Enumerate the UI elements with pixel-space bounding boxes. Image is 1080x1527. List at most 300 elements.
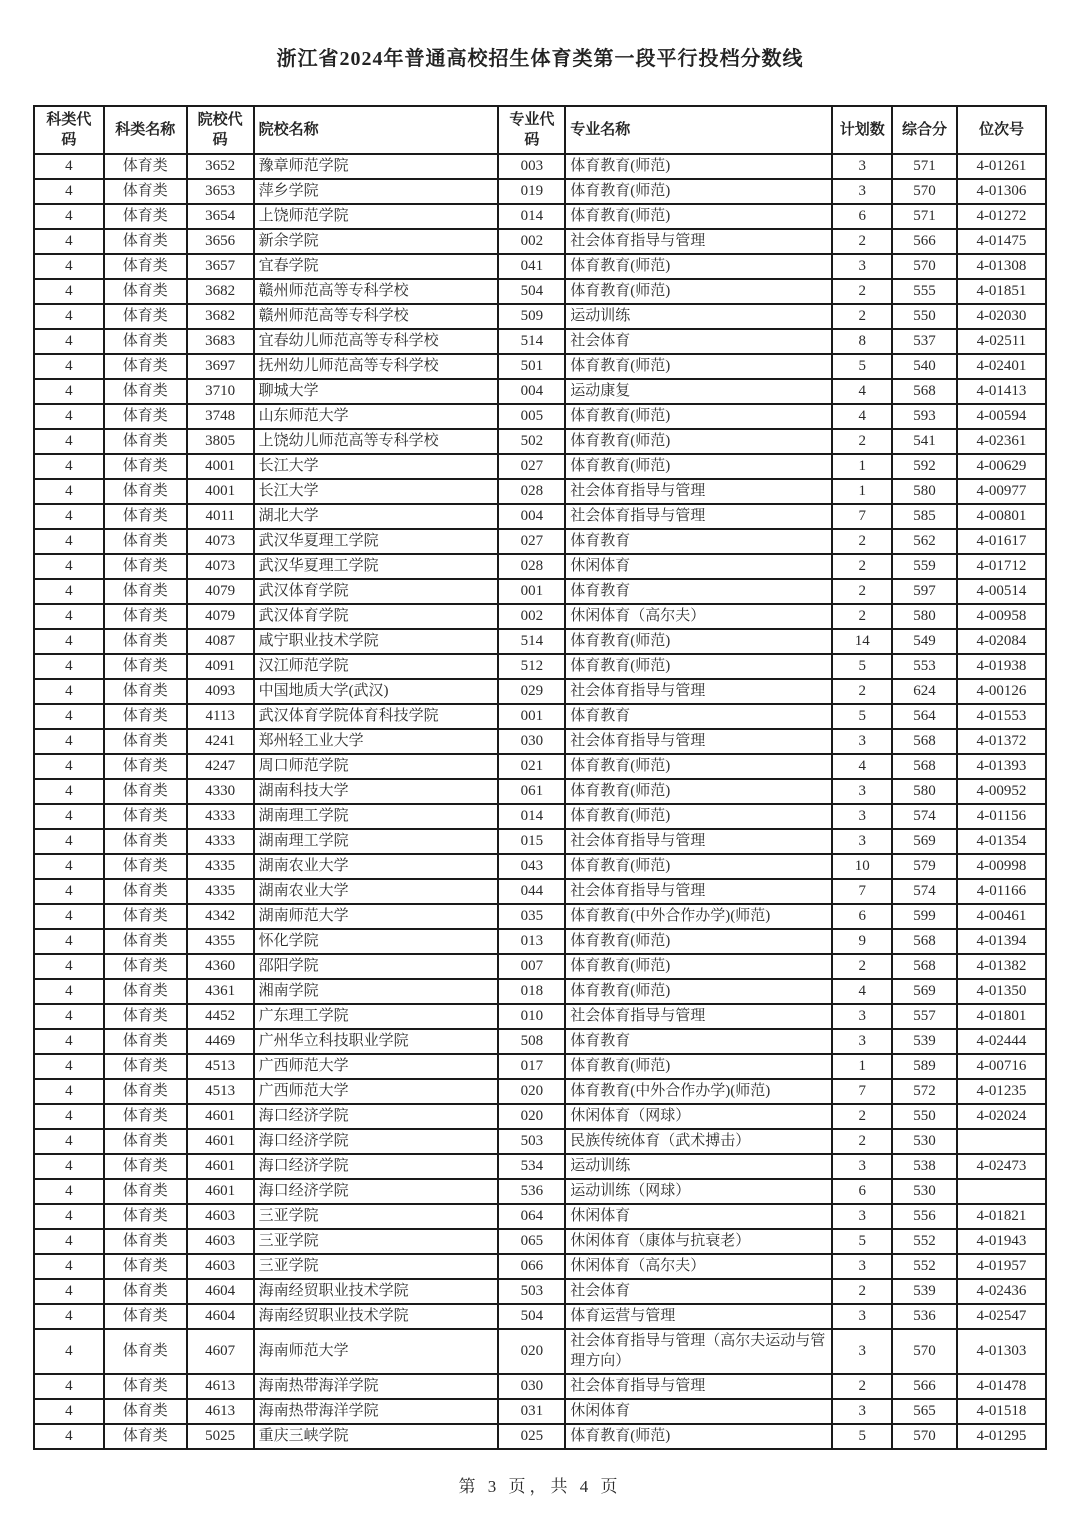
cell-major-name: 运动训练（网球） xyxy=(565,1179,832,1204)
cell-major-code: 018 xyxy=(498,979,565,1004)
cell-rank-number: 4-01382 xyxy=(957,954,1046,979)
cell-major-name: 体育教育(师范) xyxy=(565,954,832,979)
cell-category-name: 体育类 xyxy=(104,279,187,304)
cell-institution-name: 武汉华夏理工学院 xyxy=(254,529,499,554)
cell-institution-name: 怀化学院 xyxy=(254,929,499,954)
table-row xyxy=(34,229,1046,254)
cell-major-code: 020 xyxy=(498,1079,565,1104)
cell-rank-number: 4-02511 xyxy=(957,329,1046,354)
cell-rank-number: 4-01821 xyxy=(957,1204,1046,1229)
cell-category-name: 体育类 xyxy=(104,654,187,679)
cell-major-name: 社会体育指导与管理 xyxy=(565,879,832,904)
cell-major-code: 021 xyxy=(498,754,565,779)
cell-composite-score: 530 xyxy=(892,1179,957,1204)
cell-major-code: 044 xyxy=(498,879,565,904)
cell-category-name: 体育类 xyxy=(104,554,187,579)
cell-institution-code: 4360 xyxy=(187,954,254,979)
cell-major-code: 503 xyxy=(498,1279,565,1304)
cell-category-code: 4 xyxy=(34,279,104,304)
cell-category-name: 体育类 xyxy=(104,204,187,229)
cell-major-code: 015 xyxy=(498,829,565,854)
cell-category-name: 体育类 xyxy=(104,179,187,204)
cell-composite-score: 570 xyxy=(892,179,957,204)
cell-major-code: 030 xyxy=(498,729,565,754)
table-row xyxy=(34,779,1046,804)
cell-composite-score: 579 xyxy=(892,854,957,879)
cell-plan-count: 2 xyxy=(832,1374,892,1399)
cell-rank-number: 4-02547 xyxy=(957,1304,1046,1329)
table-row xyxy=(34,704,1046,729)
cell-major-code: 010 xyxy=(498,1004,565,1029)
cell-plan-count: 3 xyxy=(832,154,892,179)
cell-plan-count: 1 xyxy=(832,479,892,504)
cell-institution-code: 4330 xyxy=(187,779,254,804)
cell-institution-name: 萍乡学院 xyxy=(254,179,499,204)
column-header-major-code: 专业代码 xyxy=(498,106,565,154)
table-row xyxy=(34,1399,1046,1424)
cell-composite-score: 536 xyxy=(892,1304,957,1329)
cell-major-code: 509 xyxy=(498,304,565,329)
cell-category-name: 体育类 xyxy=(104,529,187,554)
cell-institution-code: 3652 xyxy=(187,154,254,179)
cell-rank-number: 4-01272 xyxy=(957,204,1046,229)
cell-major-name: 体育教育(师范) xyxy=(565,779,832,804)
cell-rank-number: 4-01306 xyxy=(957,179,1046,204)
cell-rank-number: 4-00629 xyxy=(957,454,1046,479)
cell-institution-code: 4469 xyxy=(187,1029,254,1054)
cell-major-code: 019 xyxy=(498,179,565,204)
cell-major-code: 005 xyxy=(498,404,565,429)
cell-rank-number: 4-00958 xyxy=(957,604,1046,629)
cell-major-name: 体育运营与管理 xyxy=(565,1304,832,1329)
cell-composite-score: 568 xyxy=(892,379,957,404)
cell-category-code: 4 xyxy=(34,1004,104,1029)
cell-category-code: 4 xyxy=(34,1424,104,1449)
cell-plan-count: 8 xyxy=(832,329,892,354)
cell-institution-name: 宜春幼儿师范高等专科学校 xyxy=(254,329,499,354)
cell-rank-number: 4-01350 xyxy=(957,979,1046,1004)
table-row xyxy=(34,554,1046,579)
table-row xyxy=(34,1304,1046,1329)
cell-plan-count: 3 xyxy=(832,729,892,754)
cell-major-name: 社会体育指导与管理（高尔夫运动与管理方向） xyxy=(565,1329,832,1374)
cell-composite-score: 572 xyxy=(892,1079,957,1104)
table-row xyxy=(34,729,1046,754)
cell-category-code: 4 xyxy=(34,304,104,329)
cell-institution-code: 4335 xyxy=(187,854,254,879)
cell-plan-count: 5 xyxy=(832,1424,892,1449)
cell-rank-number: 4-01518 xyxy=(957,1399,1046,1424)
cell-institution-code: 3683 xyxy=(187,329,254,354)
cell-rank-number: 4-01475 xyxy=(957,229,1046,254)
cell-category-name: 体育类 xyxy=(104,679,187,704)
table-row xyxy=(34,604,1046,629)
table-row xyxy=(34,504,1046,529)
cell-institution-name: 广东理工学院 xyxy=(254,1004,499,1029)
cell-category-name: 体育类 xyxy=(104,1204,187,1229)
cell-institution-name: 豫章师范学院 xyxy=(254,154,499,179)
cell-category-name: 体育类 xyxy=(104,304,187,329)
cell-plan-count: 4 xyxy=(832,754,892,779)
cell-major-code: 028 xyxy=(498,554,565,579)
cell-institution-code: 4091 xyxy=(187,654,254,679)
cell-category-name: 体育类 xyxy=(104,929,187,954)
cell-major-name: 社会体育 xyxy=(565,1279,832,1304)
cell-major-code: 041 xyxy=(498,254,565,279)
cell-category-code: 4 xyxy=(34,1129,104,1154)
cell-major-name: 民族传统体育（武术搏击） xyxy=(565,1129,832,1154)
cell-major-name: 社会体育指导与管理 xyxy=(565,229,832,254)
cell-rank-number: 4-02436 xyxy=(957,1279,1046,1304)
cell-plan-count: 2 xyxy=(832,679,892,704)
cell-institution-code: 3682 xyxy=(187,279,254,304)
cell-category-code: 4 xyxy=(34,379,104,404)
table-row xyxy=(34,1329,1046,1374)
cell-composite-score: 539 xyxy=(892,1279,957,1304)
cell-category-name: 体育类 xyxy=(104,979,187,1004)
cell-institution-name: 湖南农业大学 xyxy=(254,854,499,879)
cell-category-code: 4 xyxy=(34,629,104,654)
table-row xyxy=(34,279,1046,304)
cell-institution-name: 宜春学院 xyxy=(254,254,499,279)
cell-category-name: 体育类 xyxy=(104,1329,187,1374)
cell-institution-name: 三亚学院 xyxy=(254,1204,499,1229)
cell-major-code: 030 xyxy=(498,1374,565,1399)
cell-category-name: 体育类 xyxy=(104,1029,187,1054)
table-row xyxy=(34,304,1046,329)
cell-category-code: 4 xyxy=(34,1279,104,1304)
cell-institution-code: 3656 xyxy=(187,229,254,254)
cell-plan-count: 3 xyxy=(832,1304,892,1329)
cell-institution-code: 3653 xyxy=(187,179,254,204)
cell-category-code: 4 xyxy=(34,679,104,704)
cell-composite-score: 549 xyxy=(892,629,957,654)
cell-category-code: 4 xyxy=(34,1229,104,1254)
cell-category-name: 体育类 xyxy=(104,954,187,979)
cell-plan-count: 2 xyxy=(832,954,892,979)
cell-rank-number: 4-01166 xyxy=(957,879,1046,904)
cell-composite-score: 592 xyxy=(892,454,957,479)
cell-plan-count: 3 xyxy=(832,1204,892,1229)
cell-plan-count: 7 xyxy=(832,1079,892,1104)
cell-major-name: 体育教育(师范) xyxy=(565,979,832,1004)
column-header-institution-name: 院校名称 xyxy=(254,106,499,154)
cell-category-code: 4 xyxy=(34,329,104,354)
cell-rank-number: 4-00998 xyxy=(957,854,1046,879)
table-row xyxy=(34,154,1046,179)
table-row xyxy=(34,1254,1046,1279)
cell-plan-count: 4 xyxy=(832,404,892,429)
cell-composite-score: 580 xyxy=(892,604,957,629)
cell-category-code: 4 xyxy=(34,579,104,604)
cell-category-code: 4 xyxy=(34,704,104,729)
cell-plan-count: 7 xyxy=(832,879,892,904)
cell-major-code: 061 xyxy=(498,779,565,804)
cell-institution-code: 4241 xyxy=(187,729,254,754)
cell-major-name: 体育教育(师范) xyxy=(565,279,832,304)
cell-category-code: 4 xyxy=(34,1179,104,1204)
cell-composite-score: 624 xyxy=(892,679,957,704)
cell-rank-number: 4-02024 xyxy=(957,1104,1046,1129)
cell-rank-number: 4-01235 xyxy=(957,1079,1046,1104)
cell-institution-name: 海南热带海洋学院 xyxy=(254,1374,499,1399)
column-header-composite-score: 综合分 xyxy=(892,106,957,154)
table-row xyxy=(34,329,1046,354)
cell-composite-score: 538 xyxy=(892,1154,957,1179)
table-row xyxy=(34,654,1046,679)
cell-major-name: 社会体育指导与管理 xyxy=(565,729,832,754)
cell-category-code: 4 xyxy=(34,829,104,854)
cell-institution-name: 武汉体育学院 xyxy=(254,579,499,604)
cell-institution-name: 周口师范学院 xyxy=(254,754,499,779)
cell-category-code: 4 xyxy=(34,454,104,479)
cell-institution-code: 4001 xyxy=(187,479,254,504)
cell-category-code: 4 xyxy=(34,779,104,804)
cell-composite-score: 537 xyxy=(892,329,957,354)
cell-major-name: 体育教育(师范) xyxy=(565,804,832,829)
cell-institution-code: 4335 xyxy=(187,879,254,904)
table-row xyxy=(34,254,1046,279)
cell-composite-score: 539 xyxy=(892,1029,957,1054)
cell-composite-score: 569 xyxy=(892,979,957,1004)
table-row xyxy=(34,629,1046,654)
cell-major-name: 体育教育(师范) xyxy=(565,179,832,204)
cell-major-name: 体育教育 xyxy=(565,1029,832,1054)
cell-major-code: 536 xyxy=(498,1179,565,1204)
cell-plan-count: 2 xyxy=(832,1129,892,1154)
cell-plan-count: 10 xyxy=(832,854,892,879)
cell-rank-number: 4-01261 xyxy=(957,154,1046,179)
cell-composite-score: 568 xyxy=(892,729,957,754)
cell-plan-count: 7 xyxy=(832,504,892,529)
cell-category-code: 4 xyxy=(34,1399,104,1424)
column-header-category-name: 科类名称 xyxy=(104,106,187,154)
cell-major-code: 020 xyxy=(498,1104,565,1129)
column-header-plan-count: 计划数 xyxy=(832,106,892,154)
cell-composite-score: 552 xyxy=(892,1229,957,1254)
cell-institution-name: 郑州轻工业大学 xyxy=(254,729,499,754)
cell-major-code: 002 xyxy=(498,604,565,629)
cell-category-name: 体育类 xyxy=(104,1104,187,1129)
cell-rank-number: 4-01308 xyxy=(957,254,1046,279)
cell-institution-code: 4513 xyxy=(187,1079,254,1104)
table-row xyxy=(34,1054,1046,1079)
cell-major-name: 运动训练 xyxy=(565,304,832,329)
cell-major-code: 001 xyxy=(498,704,565,729)
cell-institution-code: 4093 xyxy=(187,679,254,704)
cell-institution-code: 5025 xyxy=(187,1424,254,1449)
cell-category-code: 4 xyxy=(34,479,104,504)
cell-major-code: 004 xyxy=(498,379,565,404)
cell-category-name: 体育类 xyxy=(104,729,187,754)
cell-composite-score: 589 xyxy=(892,1054,957,1079)
cell-major-code: 514 xyxy=(498,329,565,354)
cell-institution-code: 4087 xyxy=(187,629,254,654)
cell-institution-code: 4604 xyxy=(187,1304,254,1329)
cell-major-code: 014 xyxy=(498,804,565,829)
cell-plan-count: 14 xyxy=(832,629,892,654)
cell-rank-number: 4-01617 xyxy=(957,529,1046,554)
page-number: 第 3 页，共 4 页 xyxy=(458,1477,622,1496)
cell-rank-number: 4-00952 xyxy=(957,779,1046,804)
cell-composite-score: 555 xyxy=(892,279,957,304)
table-row xyxy=(34,1179,1046,1204)
cell-category-name: 体育类 xyxy=(104,504,187,529)
table-row xyxy=(34,1154,1046,1179)
table-row xyxy=(34,1129,1046,1154)
cell-rank-number: 4-01393 xyxy=(957,754,1046,779)
cell-institution-name: 湖南农业大学 xyxy=(254,879,499,904)
scores-table xyxy=(33,105,1047,1450)
cell-institution-code: 4355 xyxy=(187,929,254,954)
cell-rank-number: 4-00801 xyxy=(957,504,1046,529)
cell-rank-number: 4-01478 xyxy=(957,1374,1046,1399)
cell-major-code: 508 xyxy=(498,1029,565,1054)
cell-category-code: 4 xyxy=(34,854,104,879)
cell-major-name: 体育教育(师范) xyxy=(565,1054,832,1079)
cell-institution-code: 4333 xyxy=(187,829,254,854)
cell-category-name: 体育类 xyxy=(104,254,187,279)
cell-institution-code: 4613 xyxy=(187,1374,254,1399)
cell-institution-code: 4452 xyxy=(187,1004,254,1029)
cell-institution-name: 山东师范大学 xyxy=(254,404,499,429)
column-header-category-code: 科类代码 xyxy=(34,106,104,154)
cell-category-name: 体育类 xyxy=(104,404,187,429)
cell-composite-score: 559 xyxy=(892,554,957,579)
cell-category-code: 4 xyxy=(34,179,104,204)
cell-institution-code: 4613 xyxy=(187,1399,254,1424)
cell-major-code: 028 xyxy=(498,479,565,504)
cell-institution-name: 海口经济学院 xyxy=(254,1104,499,1129)
cell-institution-code: 4601 xyxy=(187,1129,254,1154)
cell-major-name: 社会体育指导与管理 xyxy=(565,479,832,504)
cell-institution-name: 湘南学院 xyxy=(254,979,499,1004)
cell-institution-code: 4247 xyxy=(187,754,254,779)
cell-composite-score: 571 xyxy=(892,204,957,229)
cell-composite-score: 585 xyxy=(892,504,957,529)
cell-composite-score: 568 xyxy=(892,754,957,779)
table-row xyxy=(34,929,1046,954)
cell-major-code: 002 xyxy=(498,229,565,254)
cell-major-code: 027 xyxy=(498,454,565,479)
cell-rank-number: 4-00594 xyxy=(957,404,1046,429)
cell-composite-score: 599 xyxy=(892,904,957,929)
cell-category-name: 体育类 xyxy=(104,1374,187,1399)
cell-major-code: 503 xyxy=(498,1129,565,1154)
cell-institution-name: 三亚学院 xyxy=(254,1229,499,1254)
cell-category-name: 体育类 xyxy=(104,1279,187,1304)
cell-category-name: 体育类 xyxy=(104,1129,187,1154)
cell-composite-score: 571 xyxy=(892,154,957,179)
cell-institution-name: 湖南师范大学 xyxy=(254,904,499,929)
cell-major-name: 休闲体育 xyxy=(565,1204,832,1229)
column-header-major-name: 专业名称 xyxy=(565,106,832,154)
cell-category-name: 体育类 xyxy=(104,1229,187,1254)
cell-institution-code: 4113 xyxy=(187,704,254,729)
cell-institution-name: 长江大学 xyxy=(254,479,499,504)
table-row xyxy=(34,804,1046,829)
cell-category-name: 体育类 xyxy=(104,1179,187,1204)
cell-major-name: 社会体育指导与管理 xyxy=(565,504,832,529)
cell-category-name: 体育类 xyxy=(104,1399,187,1424)
cell-major-name: 休闲体育（康体与抗衰老） xyxy=(565,1229,832,1254)
cell-plan-count: 2 xyxy=(832,529,892,554)
table-row xyxy=(34,1104,1046,1129)
table-row xyxy=(34,429,1046,454)
table-body xyxy=(34,154,1046,1449)
cell-major-code: 001 xyxy=(498,579,565,604)
cell-institution-code: 4342 xyxy=(187,904,254,929)
cell-rank-number xyxy=(957,1129,1046,1154)
cell-category-code: 4 xyxy=(34,1054,104,1079)
cell-major-name: 社会体育指导与管理 xyxy=(565,1004,832,1029)
cell-category-code: 4 xyxy=(34,654,104,679)
cell-major-code: 065 xyxy=(498,1229,565,1254)
cell-major-name: 休闲体育 xyxy=(565,554,832,579)
cell-institution-name: 广州华立科技职业学院 xyxy=(254,1029,499,1054)
cell-category-name: 体育类 xyxy=(104,379,187,404)
cell-category-name: 体育类 xyxy=(104,1079,187,1104)
cell-plan-count: 2 xyxy=(832,229,892,254)
cell-category-name: 体育类 xyxy=(104,1154,187,1179)
cell-institution-code: 3710 xyxy=(187,379,254,404)
cell-rank-number: 4-01957 xyxy=(957,1254,1046,1279)
cell-major-name: 休闲体育（网球） xyxy=(565,1104,832,1129)
cell-category-code: 4 xyxy=(34,754,104,779)
cell-composite-score: 540 xyxy=(892,354,957,379)
cell-composite-score: 568 xyxy=(892,929,957,954)
cell-institution-name: 上饶幼儿师范高等专科学校 xyxy=(254,429,499,454)
cell-category-code: 4 xyxy=(34,1104,104,1129)
cell-institution-name: 咸宁职业技术学院 xyxy=(254,629,499,654)
cell-institution-name: 海口经济学院 xyxy=(254,1154,499,1179)
cell-plan-count: 3 xyxy=(832,1154,892,1179)
cell-plan-count: 3 xyxy=(832,1399,892,1424)
table-row xyxy=(34,179,1046,204)
cell-rank-number: 4-01943 xyxy=(957,1229,1046,1254)
cell-plan-count: 2 xyxy=(832,429,892,454)
cell-category-code: 4 xyxy=(34,879,104,904)
cell-institution-name: 广西师范大学 xyxy=(254,1054,499,1079)
cell-category-code: 4 xyxy=(34,604,104,629)
cell-major-name: 运动康复 xyxy=(565,379,832,404)
table-row xyxy=(34,204,1046,229)
cell-composite-score: 574 xyxy=(892,879,957,904)
cell-plan-count: 6 xyxy=(832,204,892,229)
cell-major-code: 504 xyxy=(498,279,565,304)
cell-major-name: 体育教育(师范) xyxy=(565,404,832,429)
cell-major-name: 体育教育 xyxy=(565,704,832,729)
cell-institution-name: 重庆三峡学院 xyxy=(254,1424,499,1449)
cell-category-name: 体育类 xyxy=(104,479,187,504)
cell-plan-count: 4 xyxy=(832,979,892,1004)
cell-institution-code: 4601 xyxy=(187,1154,254,1179)
cell-institution-code: 3682 xyxy=(187,304,254,329)
cell-major-code: 066 xyxy=(498,1254,565,1279)
cell-institution-code: 4603 xyxy=(187,1254,254,1279)
cell-composite-score: 570 xyxy=(892,1424,957,1449)
cell-plan-count: 3 xyxy=(832,1004,892,1029)
cell-composite-score: 574 xyxy=(892,804,957,829)
cell-institution-code: 4073 xyxy=(187,529,254,554)
cell-category-name: 体育类 xyxy=(104,579,187,604)
cell-category-name: 体育类 xyxy=(104,1004,187,1029)
cell-rank-number: 4-00461 xyxy=(957,904,1046,929)
cell-composite-score: 566 xyxy=(892,229,957,254)
cell-category-name: 体育类 xyxy=(104,1304,187,1329)
cell-plan-count: 3 xyxy=(832,1254,892,1279)
cell-rank-number: 4-01553 xyxy=(957,704,1046,729)
